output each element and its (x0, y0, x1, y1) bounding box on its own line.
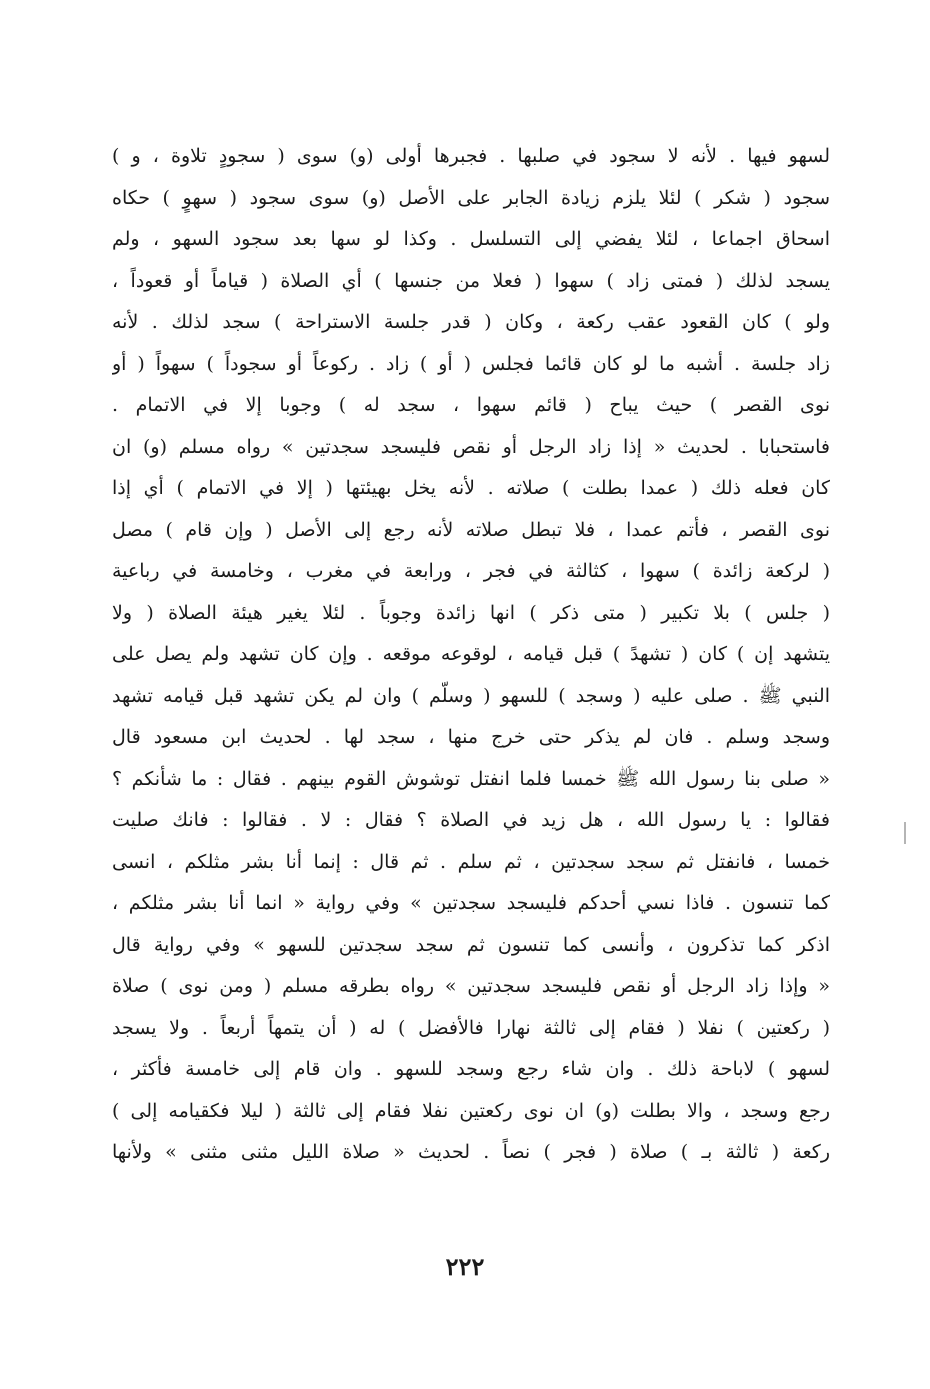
text-line: نوى القصر ، فأتم عمدا ، فلا تبطل صلاته لأنه رجع إلى الأصل ( وإن قام ) مصل (112, 518, 830, 541)
text-line: كان فعله ذلك ( عمدا بطلت ) صلاته . لأنه يخل بهيئتها ( إلا في الاتمام ) أي إذا (112, 477, 830, 499)
text-line: ( ركعتين ) نفلا ( فقام إلى ثالثة نهارا فالأفضل ) له ( أن يتمهاً أربعاً . ولا يسجد (112, 1016, 830, 1039)
text-line: لسهو ) لاباحة ذلك . وان شاء رجع وسجد للسهو . وان قام إلى خامسة فأكثر ، (112, 1058, 830, 1080)
text-line: ( جلس ) بلا تكبير ( متى ذكر ) انها زائدة وجوباً . لئلا يغير هيئة الصلاة ( ولا (112, 601, 830, 624)
text-line: اذكر كما تذكرون ، وأنسى كما تنسون ثم سجد سجدتين للسهو » وفي رواية قال (112, 933, 830, 956)
text-line: فاستحبابا . لحديث « إذا زاد الرجل أو نقص فليسجد سجدتين » رواه مسلم (و) ان (112, 435, 830, 458)
text-line: كما تنسون . فاذا نسي أحدكم فليسجد سجدتين » وفي رواية « انما أنا بشر مثلكم ، (112, 892, 830, 914)
text-line: « وإذا زاد الرجل أو نقص فليسجد سجدتين » رواه بطرقه مسلم ( ومن نوى ) صلاة (112, 975, 830, 997)
text-line: النبي ﷺ . صلى عليه ( وسجد ) للسهو ( وسلّم ) وان لم يكن تشهد قبل قيامه تشهد (112, 684, 830, 707)
page-number: ٢٢٢ (445, 1252, 485, 1281)
text-line: خمسا ، فانفتل ثم سجد سجدتين ، ثم سلم . ثم قال : إنما أنا بشر مثلكم ، انسى (112, 850, 830, 873)
text-line: سجود ( شكر ) لئلا يلزم زيادة الجابر على الأصل (و) سوى سجود ( سهوٍ ) حكاه (112, 186, 830, 209)
text-line: ولو ) كان القعود عقب ركعة ، وكان ( قدر جلسة الاستراحة ) سجد لذلك . لأنه (112, 311, 830, 333)
text-line: زاد جلسة . أشبه ما لو كان قائما فجلس ( أو ) زاد . ركوعاً أو سجوداً ) سهواً ( أو (112, 352, 830, 375)
text-line: لسهو فيها . لأنه لا سجود في صلبها . فجبرها أولى (و) سوى ( سجودٍ تلاوة ، و ) (112, 145, 830, 167)
text-line: رجع وسجد ، والا بطلت (و) ان نوى ركعتين نفلا فقام إلى ثالثة ( ليلا فكقيامه إلى ) (112, 1099, 830, 1122)
text-line: ركعة ( ثالثة بـ ) صلاة ( فجر ) نصاً . لحديث « صلاة الليل مثنى مثنى » ولأنها (112, 1141, 830, 1163)
text-line: وسجد وسلم . فان لم يذكر حتى خرج منها ، سجد لها . لحديث ابن مسعود قال (112, 726, 830, 748)
text-line: يسجد لذلك ( فمتى زاد ) سهوا ( فعلا من جنسها ) أي الصلاة ( قياماً أو قعوداً ، (112, 269, 830, 292)
text-line: يتشهد إن ) كان ( تشهدً ) قبل قيامه ، لوقوعه موقعه . وإن كان تشهد ولم يصل على (112, 643, 830, 665)
text-line: فقالوا : يا رسول الله ، هل زيد في الصلاة ؟ فقال : لا . فقالوا : فانك صليت (112, 809, 830, 831)
main-text (112, 136, 830, 1174)
margin-mark (904, 822, 906, 844)
text-line: « صلى بنا رسول الله ﷺ خمسا فلما انفتل توشوش القوم بينهم . فقال : ما شأنكم ؟ (112, 767, 830, 790)
text-line: نوى القصر ) حيث يباح ( قائم سهوا ، سجد له ) وجوبا إلا في الاتمام . (112, 394, 830, 416)
text-line: اسحاق اجماعا ، لئلا يفضي إلى التسلسل . وكذا لو سها بعد سجود السهو ، ولم (112, 228, 830, 250)
text-line: ( لركعة زائدة ) سهوا ، كثالثة في فجر ، ورابعة في مغرب ، وخامسة في رباعية (112, 560, 830, 582)
